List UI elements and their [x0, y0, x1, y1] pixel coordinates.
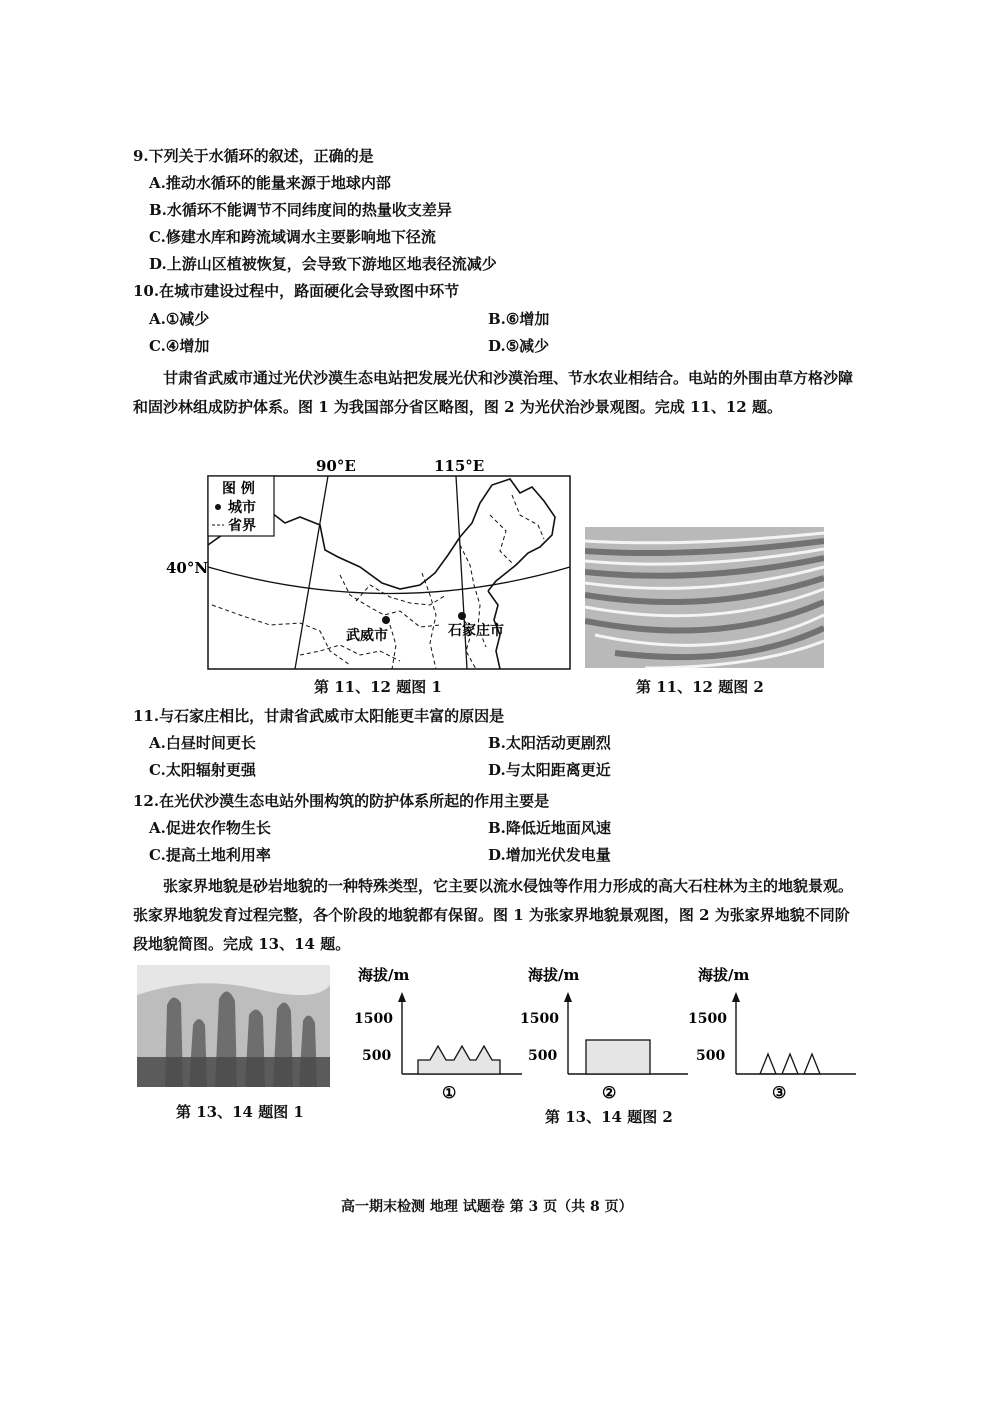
q10-option-d: D.⑤减少: [488, 337, 550, 355]
profile-3-tick-500: 500: [696, 1048, 726, 1064]
profile-1: [354, 966, 522, 1102]
photo13-caption: 第 13、14 题图 1: [176, 1103, 304, 1121]
solar-panel-photo: [585, 527, 824, 668]
latitude-40-label: 40°N: [166, 559, 209, 577]
city-dot-icon: [215, 504, 221, 510]
q12-option-c: C.提高土地利用率: [149, 846, 271, 864]
wuwei-city-label: 武威市: [346, 628, 388, 644]
photo2-caption: 第 11、12 题图 2: [636, 678, 764, 696]
profile-3: [688, 966, 856, 1102]
profile-1-tick-1500: 1500: [354, 1011, 393, 1027]
profile-2-tick-1500: 1500: [520, 1011, 559, 1027]
q12-stem: 12.在光伏沙漠生态电站外围构筑的防护体系所起的作用主要是: [133, 792, 550, 810]
wuwei-city-dot: [382, 616, 390, 624]
q12-option-d: D.增加光伏发电量: [488, 846, 611, 864]
q9-option-c: C.修建水库和跨流域调水主要影响地下径流: [149, 228, 436, 246]
q11-option-a: A.白昼时间更长: [149, 734, 256, 752]
q10-option-a: A.①减少: [149, 310, 210, 328]
page-footer: 高一期末检测 地理 试题卷 第 3 页（共 8 页）: [341, 1199, 633, 1215]
profile-2: [520, 966, 688, 1102]
profile-3-tick-1500: 1500: [688, 1011, 727, 1027]
q11-option-b: B.太阳活动更剧烈: [488, 734, 611, 752]
profile-3-ylabel: 海拔/m: [698, 966, 750, 984]
q9-option-b: B.水循环不能调节不同纬度间的热量收支差异: [149, 201, 452, 219]
profile-2-label: ②: [602, 1083, 617, 1102]
landform-profiles: [350, 962, 860, 1102]
legend-border-label: 省界: [228, 518, 256, 534]
shijiazhuang-city-label: 石家庄市: [448, 623, 504, 639]
q9-option-d: D.上游山区植被恢复，会导致下游地区地表径流减少: [149, 255, 497, 273]
q11-stem: 11.与石家庄相比，甘肃省武威市太阳能更丰富的原因是: [133, 707, 505, 725]
q10-option-b: B.⑥增加: [488, 310, 550, 328]
q10-option-c: C.④增加: [149, 337, 210, 355]
map-caption: 第 11、12 题图 1: [314, 678, 442, 696]
q10-stem: 10.在城市建设过程中，路面硬化会导致图中环节: [133, 282, 460, 300]
shijiazhuang-city-dot: [458, 612, 466, 620]
legend-title: 图 例: [222, 481, 255, 497]
q12-option-a: A.促进农作物生长: [149, 819, 271, 837]
profile-1-ylabel: 海拔/m: [358, 966, 410, 984]
longitude-115-label: 115°E: [434, 457, 485, 475]
passage-solar: 甘肃省武威市通过光伏沙漠生态电站把发展光伏和沙漠治理、节水农业相结合。电站的外围由草方格沙障和固沙林组成防护体系。图 1 为我国部分省区略图，图 2 为光伏治沙景观图。完成 11、12 题。: [133, 369, 854, 416]
profile-3-label: ③: [772, 1083, 787, 1102]
legend-city-label: 城市: [228, 500, 256, 516]
longitude-90-label: 90°E: [316, 457, 356, 475]
passage-zhangjiajie: 张家界地貌是砂岩地貌的一种特殊类型，它主要以流水侵蚀等作用力形成的高大石柱林为主的地貌景观。张家界地貌发育过程完整，各个阶段的地貌都有保留。图 1 为张家界地貌景观图，图 2 为张家界地貌不同阶段地貌简图。完成 13、14 题。: [133, 877, 854, 953]
profile-2-tick-500: 500: [528, 1048, 558, 1064]
profile-1-tick-500: 500: [362, 1048, 392, 1064]
q11-option-c: C.太阳辐射更强: [149, 761, 256, 779]
profile-1-label: ①: [442, 1083, 457, 1102]
q9-option-a: A.推动水循环的能量来源于地球内部: [149, 174, 391, 192]
zhangjiajie-photo: [137, 965, 330, 1087]
q12-option-b: B.降低近地面风速: [488, 819, 611, 837]
province-map: [160, 455, 580, 675]
profile-2-ylabel: 海拔/m: [528, 966, 580, 984]
q9-stem: 9.下列关于水循环的叙述，正确的是: [133, 147, 374, 165]
q11-option-d: D.与太阳距离更近: [488, 761, 611, 779]
profiles-caption: 第 13、14 题图 2: [545, 1108, 673, 1126]
